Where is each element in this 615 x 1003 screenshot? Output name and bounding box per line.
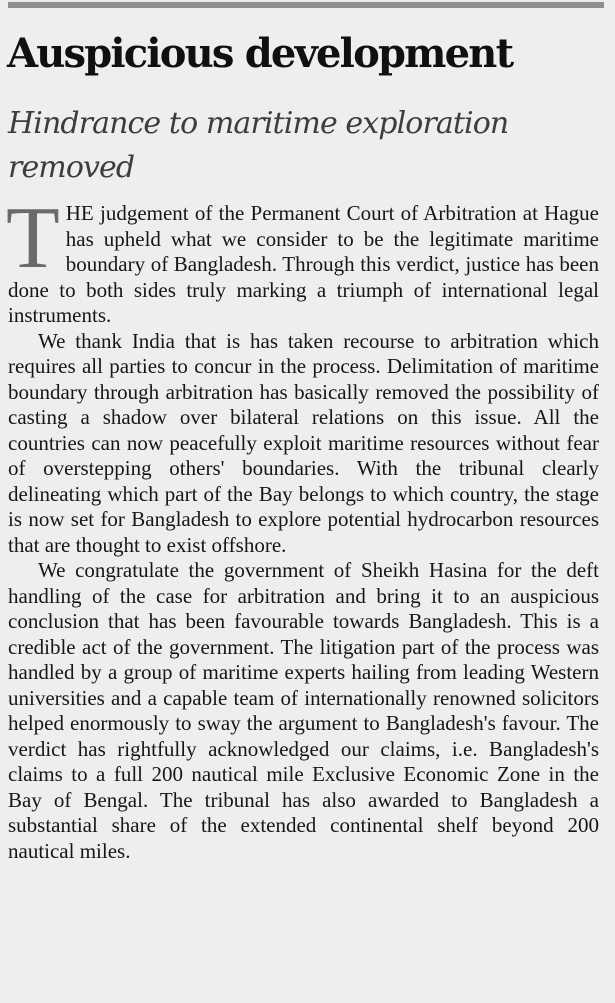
article-body <box>6 190 599 864</box>
subheadline: Hindrance to maritime exploration removed <box>8 106 509 185</box>
paragraph-1 <box>6 190 599 329</box>
drop-cap: T <box>6 190 60 287</box>
paragraph-1-text: HE judgement of the Permanent Court of Arbitration at Hague has upheld what we consider to be the legitimate maritime boundary of Bangladesh. Through this verdict, justice has been done to both sides truly marking a triumph of international legal instruments. <box>8 201 599 327</box>
paragraph-2: We thank India that is has taken recourse to arbitration which requires all parties to concur in the process. Delimitation of maritime boundary through arbitration has basically removed the possibility of casting a shadow over bilateral relations on this issue. All the countries can now peacefully exploit maritime resources without fear of overstepping others' boundaries. With the tribunal clearly delineating which part of the Bay belongs to which country, the stage is now set for Bangladesh to explore potential hydrocarbon resources that are thought to exist offshore. <box>8 328 599 557</box>
paragraph-3: We congratulate the government of Sheikh Hasina for the deft handling of the case for arbitration and bring it to an auspicious conclusion that has been favourable towards Bangladesh. This is a credible act of the government. The litigation part of the process was handled by a group of maritime experts hailing from leading Western universities and a capable team of internationally renowned solicitors helped enormously to sway the argument to Bangladesh's favour. The verdict has rightfully acknowledged our claims, i.e. Bangladesh's claims to a full 200 nautical mile Exclusive Economic Zone in the Bay of Bengal. The tribunal has also awarded to Bangladesh a substantial share of the extended continental shelf beyond 200 nautical miles. <box>8 558 599 863</box>
headline: Auspicious development <box>7 30 513 77</box>
top-rule <box>8 2 604 8</box>
